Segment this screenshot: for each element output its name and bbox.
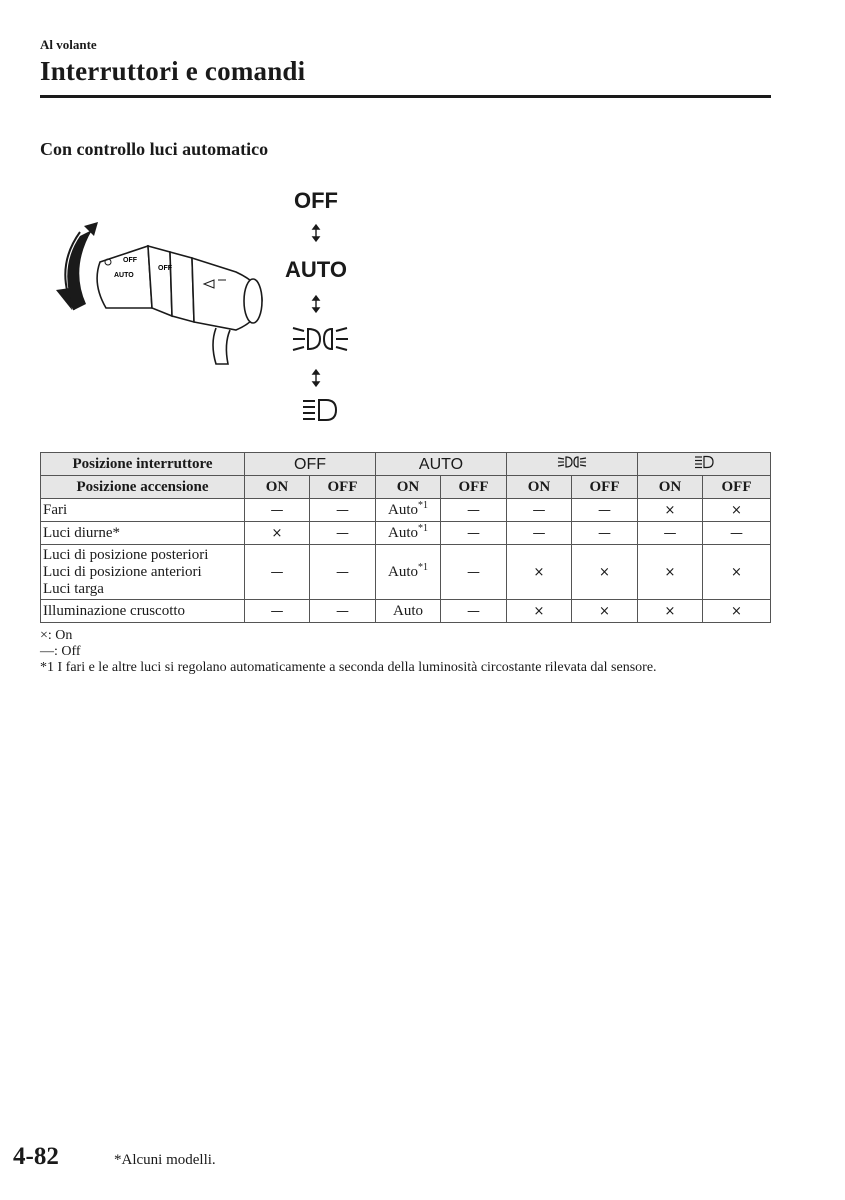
table-cell: × bbox=[507, 545, 572, 600]
table-row bbox=[41, 522, 771, 545]
table-cell: × bbox=[638, 600, 703, 623]
table-cell: — bbox=[441, 545, 507, 600]
table-cell: — bbox=[310, 600, 376, 623]
lever-illustration bbox=[40, 180, 460, 430]
legend-on: ×: On bbox=[40, 628, 73, 643]
table-cell: — bbox=[572, 522, 638, 545]
lever-off-label: OFF bbox=[123, 257, 137, 264]
legend-footnote: *1 I fari e le altre luci si regolano automaticamente a seconda della luminosità circostante rilevata dal sensore. bbox=[40, 660, 657, 675]
subheader-off: OFF bbox=[441, 476, 507, 499]
table-header-row bbox=[41, 453, 771, 476]
table-cell: — bbox=[441, 600, 507, 623]
table-cell: — bbox=[441, 499, 507, 522]
header-auto: AUTO bbox=[376, 453, 507, 476]
table-legend bbox=[40, 628, 657, 676]
header-position-lights bbox=[507, 453, 638, 476]
row-label: Fari bbox=[41, 499, 245, 522]
table-cell: × bbox=[703, 499, 771, 522]
table-cell: — bbox=[441, 522, 507, 545]
table-cell: — bbox=[245, 545, 310, 600]
table-cell: Auto$^{*1}$ bbox=[376, 499, 441, 522]
light-switch-figure bbox=[40, 180, 460, 430]
table-cell: Auto$^{*1}$ bbox=[376, 545, 441, 600]
subheader-off: OFF bbox=[703, 476, 771, 499]
footer-note: *Alcuni modelli. bbox=[114, 1152, 216, 1168]
headlights-icon bbox=[694, 455, 714, 469]
page-number: 4-82 bbox=[13, 1143, 59, 1170]
table-cell: — bbox=[572, 499, 638, 522]
table-cell: — bbox=[310, 545, 376, 600]
lever-auto-label: AUTO bbox=[114, 272, 134, 279]
table-cell: — bbox=[703, 522, 771, 545]
position-auto-label: AUTO bbox=[285, 257, 347, 282]
table-cell: — bbox=[638, 522, 703, 545]
header-switch-position: Posizione interruttore bbox=[41, 453, 245, 476]
table-cell: — bbox=[245, 499, 310, 522]
lever-off2-label: OFF bbox=[158, 265, 172, 272]
table-cell: — bbox=[245, 600, 310, 623]
subheader-off: OFF bbox=[572, 476, 638, 499]
subheader-on: ON bbox=[376, 476, 441, 499]
table-cell: Auto$^{*1}$ bbox=[376, 522, 441, 545]
table-cell: × bbox=[638, 545, 703, 600]
table-cell: — bbox=[310, 499, 376, 522]
table-cell: Auto bbox=[376, 600, 441, 623]
position-lights-icon bbox=[293, 328, 348, 350]
table-cell: — bbox=[507, 522, 572, 545]
table-subheader-row bbox=[41, 476, 771, 499]
legend-off: —: Off bbox=[40, 644, 81, 659]
table-cell: — bbox=[507, 499, 572, 522]
header-headlights bbox=[638, 453, 771, 476]
subheader-on: ON bbox=[507, 476, 572, 499]
table-cell: — bbox=[310, 522, 376, 545]
subheader-on: ON bbox=[638, 476, 703, 499]
table-cell: × bbox=[638, 499, 703, 522]
rotation-arrow-icon bbox=[67, 230, 92, 310]
table-row bbox=[41, 499, 771, 522]
subheader-off: OFF bbox=[310, 476, 376, 499]
subheader-on: ON bbox=[245, 476, 310, 499]
table-cell: × bbox=[703, 600, 771, 623]
header-ignition-position: Posizione accensione bbox=[41, 476, 245, 499]
title-rule bbox=[40, 95, 771, 98]
position-lights-icon bbox=[557, 455, 587, 469]
table-row bbox=[41, 600, 771, 623]
row-label: Luci di posizione posteriori Luci di posizione anteriori Luci targa bbox=[41, 545, 245, 600]
table-cell: × bbox=[572, 545, 638, 600]
headlights-icon bbox=[303, 400, 336, 420]
header-off: OFF bbox=[245, 453, 376, 476]
page-title: Interruttori e comandi bbox=[40, 56, 306, 86]
light-switch-table bbox=[40, 452, 771, 623]
table-cell: × bbox=[245, 522, 310, 545]
subheading: Con controllo luci automatico bbox=[40, 139, 269, 159]
row-label: Illuminazione cruscotto bbox=[41, 600, 245, 623]
table-row bbox=[41, 545, 771, 600]
table-cell: × bbox=[703, 545, 771, 600]
row-label: Luci diurne* bbox=[41, 522, 245, 545]
table-cell: × bbox=[572, 600, 638, 623]
table-cell: × bbox=[507, 600, 572, 623]
section-label: Al volante bbox=[40, 37, 97, 52]
position-off-label: OFF bbox=[294, 188, 338, 213]
